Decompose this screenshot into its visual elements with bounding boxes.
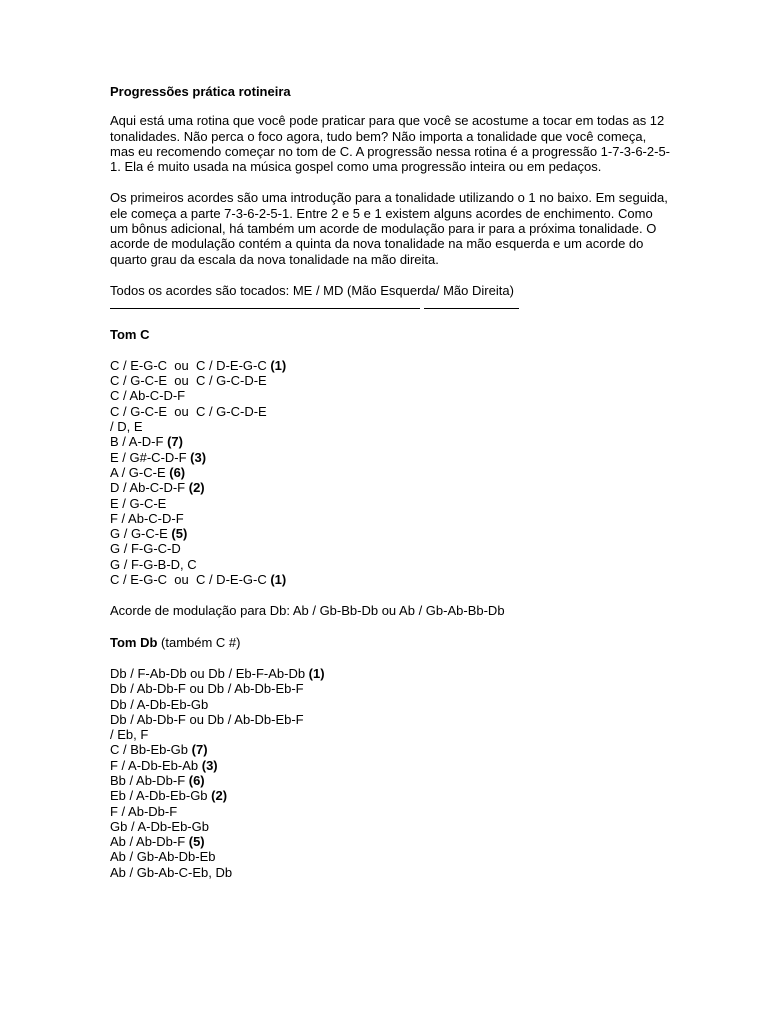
chord-text: F / Ab-C-D-F <box>110 510 184 526</box>
chord-text: G / F-G-C-D <box>110 541 181 557</box>
chord-text: Gb / A-Db-Eb-Gb <box>110 818 209 834</box>
intro-paragraph: Os primeiros acordes são uma introdução para a tonalidade utilizando o 1 no baixo. Em seguida, ele começa a parte 7-3-6-2-5-1. Entre 2 e 5 e 1 existem alguns acordes de enchimento. Como um bônus adicional, há também um acorde de modulação para ir para a próxima tonalidade. O acorde de modulação contém a quinta da nova tonalidade na mão esquerda e um acorde do quarto grau da escala da nova tonalidade na mão direita. <box>110 190 668 267</box>
chord-line <box>110 681 670 696</box>
document-title: Progressões prática rotineira <box>110 84 291 99</box>
chord-line <box>110 849 670 864</box>
section-heading-tom-c: Tom C <box>110 326 150 342</box>
chord-line <box>110 557 670 572</box>
chord-line <box>110 450 670 465</box>
chord-text: D / Ab-C-D-F <box>110 480 189 496</box>
chord-line <box>110 697 670 712</box>
degree-marker: (7) <box>167 434 183 450</box>
degree-marker: (6) <box>188 772 205 788</box>
chord-text: Bb / Ab-Db-F <box>110 772 189 788</box>
chord-line <box>110 819 670 834</box>
chord-line <box>110 758 670 773</box>
degree-marker: (1) <box>270 357 287 373</box>
chord-line <box>110 358 670 373</box>
chord-line <box>110 496 670 511</box>
chord-line <box>110 727 670 742</box>
chord-notation-note: Todos os acordes são tocados: ME / MD (Mão Esquerda/ Mão Direita) <box>110 282 514 298</box>
degree-marker: (3) <box>201 757 218 773</box>
chord-line <box>110 788 670 803</box>
chord-text: Ab / Ab-Db-F <box>110 834 189 850</box>
degree-marker: (1) <box>270 572 287 588</box>
chord-line <box>110 834 670 849</box>
degree-marker: (2) <box>188 480 205 496</box>
degree-marker: (2) <box>211 788 228 804</box>
chord-line <box>110 804 670 819</box>
chord-text: G / F-G-B-D, C <box>110 556 197 572</box>
chord-text: C / Ab-C-D-F <box>110 388 186 404</box>
chord-text: Db / Ab-Db-F ou Db / Ab-Db-Eb-F <box>110 711 304 727</box>
chord-text: Db / A-Db-Eb-Gb <box>110 696 209 712</box>
separator-line <box>110 299 670 314</box>
chord-line <box>110 865 670 880</box>
degree-marker: (6) <box>169 464 186 480</box>
chord-line <box>110 388 670 403</box>
chord-text: E / G-C-E <box>110 495 167 511</box>
chord-line <box>110 541 670 556</box>
chord-text: C / Bb-Eb-Gb <box>110 742 192 758</box>
chord-line <box>110 404 670 419</box>
chord-text: F / Ab-Db-F <box>110 803 178 819</box>
chord-text: Ab / Gb-Ab-Db-Eb <box>110 849 216 865</box>
chord-line <box>110 742 670 757</box>
degree-marker: (7) <box>191 742 208 758</box>
chord-text: C / E-G-C ou C / D-E-G-C <box>110 572 271 588</box>
chord-line <box>110 712 670 727</box>
chord-list-tom-c <box>110 358 670 587</box>
chord-text: C / G-C-E ou C / G-C-D-E <box>110 403 267 419</box>
chord-text: C / E-G-C ou C / D-E-G-C <box>110 357 271 373</box>
chord-list-tom-db <box>110 666 670 880</box>
section-heading-tom-db: Tom Db (também C #) <box>110 634 241 650</box>
chord-text: Db / Ab-Db-F ou Db / Ab-Db-Eb-F <box>110 681 304 697</box>
modulation-chord-text: Acorde de modulação para Db: Ab / Gb-Bb-Db ou Ab / Gb-Ab-Bb-Db <box>110 603 505 619</box>
chord-text: G / G-C-E <box>110 526 172 542</box>
chord-text: / D, E <box>110 419 143 435</box>
intro-paragraph: Aqui está uma rotina que você pode praticar para que você se acostume a tocar em todas as 12 tonalidades. Não perca o foco agora, tudo bem? Não importa a tonalidade que você começa, mas eu recomendo começar no tom de C. A progressão nessa rotina é a progressão 1-7-3-6-2-5-1. Ela é muito usada na música gospel como uma progressão inteira ou em pedaços. <box>110 113 671 175</box>
degree-marker: (1) <box>308 665 325 681</box>
chord-line <box>110 480 670 495</box>
chord-text: B / A-D-F <box>110 434 168 450</box>
chord-line <box>110 434 670 449</box>
degree-marker: (5) <box>188 834 205 850</box>
chord-line <box>110 465 670 480</box>
document-page <box>110 84 670 880</box>
chord-text: E / G#-C-D-F <box>110 449 191 465</box>
chord-line <box>110 419 670 434</box>
chord-text: C / G-C-E ou C / G-C-D-E <box>110 373 267 389</box>
chord-text: / Eb, F <box>110 727 149 743</box>
chord-text: Ab / Gb-Ab-C-Eb, Db <box>110 864 233 880</box>
chord-line <box>110 773 670 788</box>
chord-line <box>110 666 670 681</box>
chord-line <box>110 511 670 526</box>
chord-line <box>110 572 670 587</box>
chord-text: Eb / A-Db-Eb-Gb <box>110 788 212 804</box>
degree-marker: (3) <box>190 449 207 465</box>
chord-text: A / G-C-E <box>110 464 170 480</box>
chord-line <box>110 373 670 388</box>
degree-marker: (5) <box>171 526 188 542</box>
chord-text: F / A-Db-Eb-Ab <box>110 757 202 773</box>
chord-text: Db / F-Ab-Db ou Db / Eb-F-Ab-Db <box>110 665 309 681</box>
chord-line <box>110 526 670 541</box>
